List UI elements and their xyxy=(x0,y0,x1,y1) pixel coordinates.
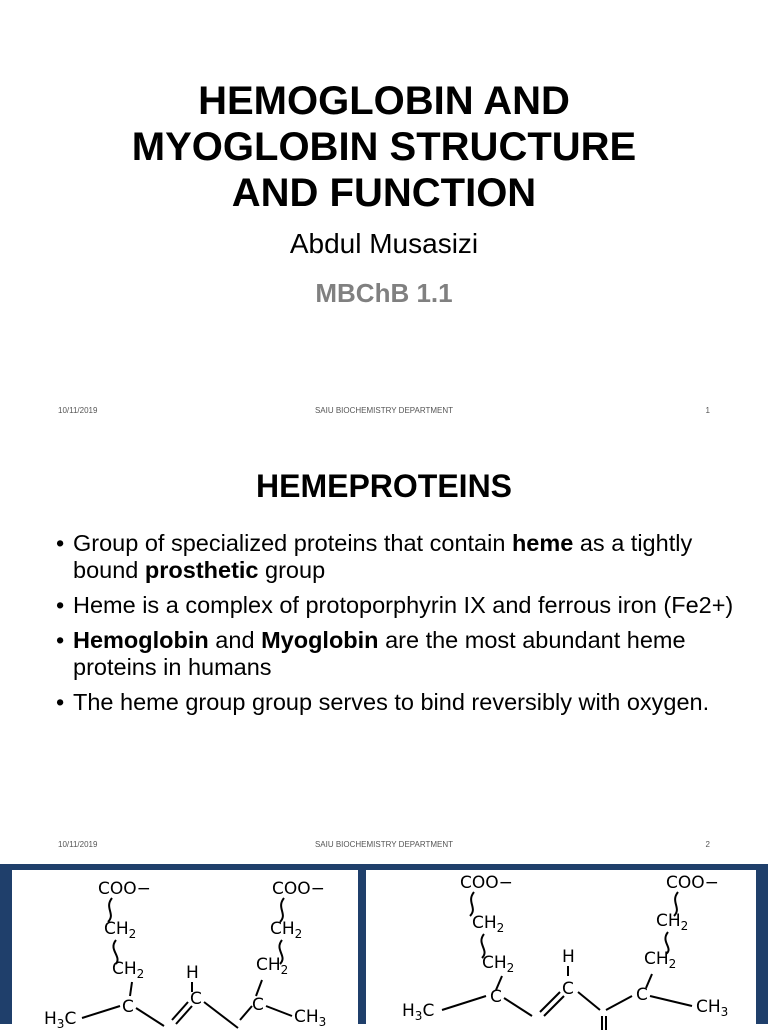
hemeproteins-slide xyxy=(0,432,768,864)
bullet-item xyxy=(56,530,736,584)
title-slide xyxy=(0,0,768,432)
heme-structure-slide xyxy=(0,864,768,1030)
bond xyxy=(130,982,132,996)
heme-structure-panel-left xyxy=(12,870,358,1030)
slide-title: HEMEPROTEINS xyxy=(255,468,513,504)
methylene-label: $CH_2$ xyxy=(112,959,145,981)
carbon-label: C xyxy=(190,989,202,1009)
methylene-label: $CH_2$ xyxy=(104,919,137,941)
heme-structure-diagram-right xyxy=(366,870,756,1030)
bond xyxy=(136,1008,164,1026)
footer-department: SAIU BIOCHEMISTRY DEPARTMENT xyxy=(314,840,454,849)
bullet-text: and xyxy=(208,627,262,653)
author-name: Abdul Musasizi xyxy=(289,228,479,259)
bullet-item xyxy=(56,627,736,681)
methyl-label-left: $H_3C$ xyxy=(402,1001,435,1023)
footer-page-number: 2 xyxy=(705,840,710,849)
bullet-emphasis: Myoglobin xyxy=(261,627,379,653)
bullet-emphasis: Hemoglobin xyxy=(73,627,209,653)
bond xyxy=(650,996,692,1006)
bond xyxy=(172,1002,188,1020)
bullet-item xyxy=(56,592,736,619)
bullet-text: Group of specialized proteins that contain xyxy=(73,530,512,556)
bullet-text: group xyxy=(258,557,326,583)
bullet-list xyxy=(56,530,736,724)
hydrogen-label: H xyxy=(562,947,575,967)
carbon-label: C xyxy=(636,985,648,1005)
methyl-label-left: $H_3C$ xyxy=(44,1009,77,1030)
methylene-label: $CH_2$ xyxy=(644,949,677,971)
methylene-label: $CH_2$ xyxy=(482,953,515,975)
bullet-item xyxy=(56,689,736,716)
bond xyxy=(82,1006,120,1018)
footer-date: 10/11/2019 xyxy=(58,840,98,849)
title-line-2: MYOGLOBIN STRUCTURE xyxy=(131,125,637,169)
footer-department: SAIU BIOCHEMISTRY DEPARTMENT xyxy=(314,406,454,415)
carboxylate-label: COO− xyxy=(460,873,513,893)
bond xyxy=(204,1002,238,1028)
carbon-label: C xyxy=(122,997,134,1017)
methylene-label: $CH_2$ xyxy=(656,911,689,933)
bullet-text: are the most abundant heme proteins in humans xyxy=(73,627,686,680)
methylene-label: $CH_2$ xyxy=(256,955,289,977)
bond xyxy=(606,996,632,1010)
bond xyxy=(256,980,262,996)
heme-structure-panel-right xyxy=(366,870,756,1030)
bullet-emphasis: prosthetic xyxy=(144,557,259,583)
course-label: MBChB 1.1 xyxy=(315,278,453,308)
carbon-label: C xyxy=(252,995,264,1015)
carbon-label: C xyxy=(562,979,574,999)
methyl-label-right: $CH_3$ xyxy=(696,997,729,1019)
bond xyxy=(240,1006,252,1020)
bond xyxy=(504,998,532,1016)
carbon-label: C xyxy=(490,987,502,1007)
bond xyxy=(266,1006,292,1016)
title-line-1: HEMOGLOBIN AND xyxy=(198,79,570,123)
footer-date: 10/11/2019 xyxy=(58,406,98,415)
bond xyxy=(578,992,600,1010)
bond xyxy=(442,996,486,1010)
carboxylate-label: COO− xyxy=(98,879,151,899)
methylene-label: $CH_2$ xyxy=(472,913,505,935)
methylene-label: $CH_2$ xyxy=(270,919,303,941)
presentation-title xyxy=(0,78,768,216)
carboxylate-label: COO− xyxy=(666,873,719,893)
hydrogen-label: H xyxy=(186,963,199,983)
methyl-label-right: $CH_3$ xyxy=(294,1007,327,1029)
title-line-3: AND FUNCTION xyxy=(231,171,537,215)
footer-page-number: 1 xyxy=(705,406,710,415)
bullet-text: The heme group group serves to bind reversibly with oxygen. xyxy=(73,689,710,715)
heme-structure-diagram-left xyxy=(12,870,358,1030)
bond xyxy=(176,1006,192,1024)
carboxylate-label: COO− xyxy=(272,879,325,899)
bullet-text: as a tightly bound xyxy=(73,530,693,583)
bullet-emphasis: heme xyxy=(511,530,574,556)
bullet-text: Heme is a complex of protoporphyrin IX and ferrous iron (Fe2+) xyxy=(73,592,734,618)
